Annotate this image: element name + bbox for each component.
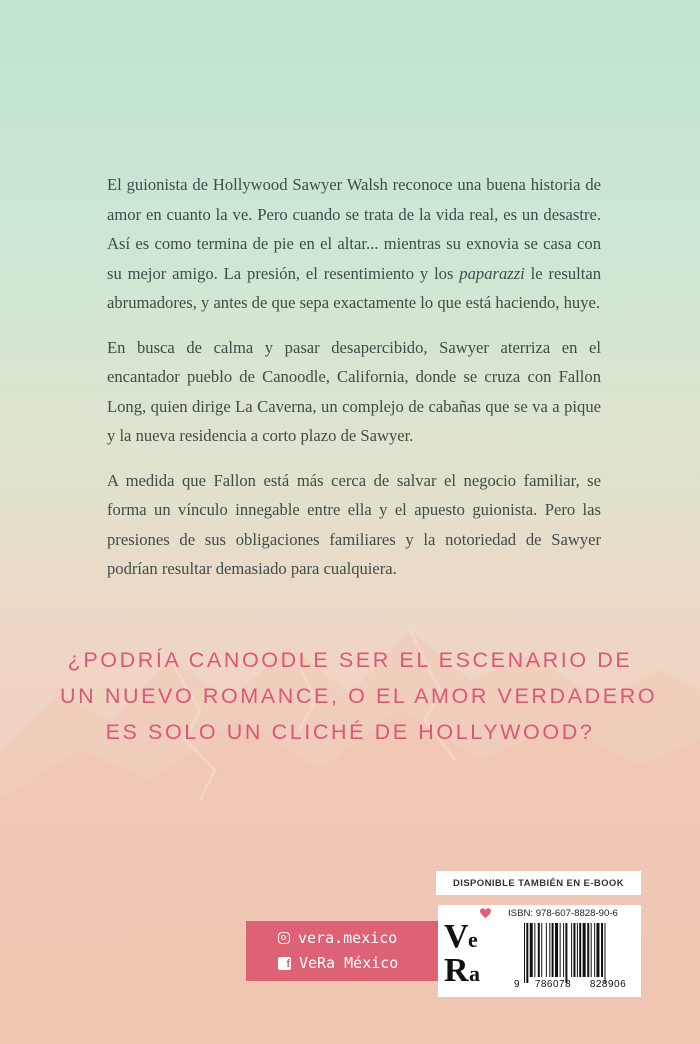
synopsis-paragraph-2: En busca de calma y pasar desapercibido, Sawyer aterriza en el encantador pueblo de Canoodle, California, donde se cruza con Fallon Long, quien dirige La Caverna, un complejo de cabañas que se va a pique y la nueva residencia a corto plazo de Sawyer. [107, 337, 601, 445]
facebook-page: VeRa México [299, 954, 399, 972]
social-media-box [246, 921, 438, 981]
barcode-icon [524, 923, 636, 983]
barcode-first-digit: 9 [514, 979, 520, 990]
facebook-icon: f [278, 957, 291, 970]
vera-logo-icon [438, 905, 500, 997]
tagline-line-1: ¿PODRÍA CANOODLE SER EL ESCENARIO DE [67, 648, 633, 672]
svg-text:R: R [444, 952, 469, 989]
isbn-number: ISBN: 978-607-8828-90-6 [508, 908, 618, 919]
barcode-area [500, 905, 641, 997]
barcode-right-digits: 828906 [589, 979, 627, 990]
svg-text:e: e [468, 927, 478, 952]
tagline-line-3: ES SOLO UN CLICHÉ DE HOLLYWOOD? [105, 720, 595, 744]
tagline-line-2: UN NUEVO ROMANCE, O EL AMOR VERDADERO [60, 684, 658, 708]
instagram-icon [278, 932, 290, 944]
barcode-left-digits: 786078 [534, 979, 572, 990]
svg-text:a: a [469, 961, 480, 986]
ebook-availability-label: DISPONIBLE TAMBIÉN EN E-BOOK [436, 871, 641, 895]
tagline [60, 642, 658, 750]
synopsis-paragraph-1: El guionista de Hollywood Sawyer Walsh reconoce una buena historia de amor en cuanto la ve. Pero cuando se trata de la vida real, es un desastre. Así es como termina de pie en el altar... mientras su exnovia se casa con su mejor amigo. La presión, el resentimiento y los paparazzi le resultan abrumadores, y antes de que sepa exactamente lo que está haciendo, huye. [107, 175, 601, 312]
synopsis-paragraph-3: A medida que Fallon está más cerca de salvar el negocio familiar, se forma un vínculo innegable entre ella y el apuesto guionista. Pero las presiones de sus obligaciones familiares y la notoriedad de Sawyer podrían resultar demasiado para cualquiera. [107, 470, 601, 578]
instagram-row[interactable] [278, 927, 438, 949]
publisher-logo [438, 905, 500, 997]
svg-text:V: V [444, 918, 469, 955]
instagram-handle: vera.mexico [298, 929, 398, 947]
facebook-row[interactable] [278, 952, 438, 974]
synopsis [107, 170, 601, 599]
